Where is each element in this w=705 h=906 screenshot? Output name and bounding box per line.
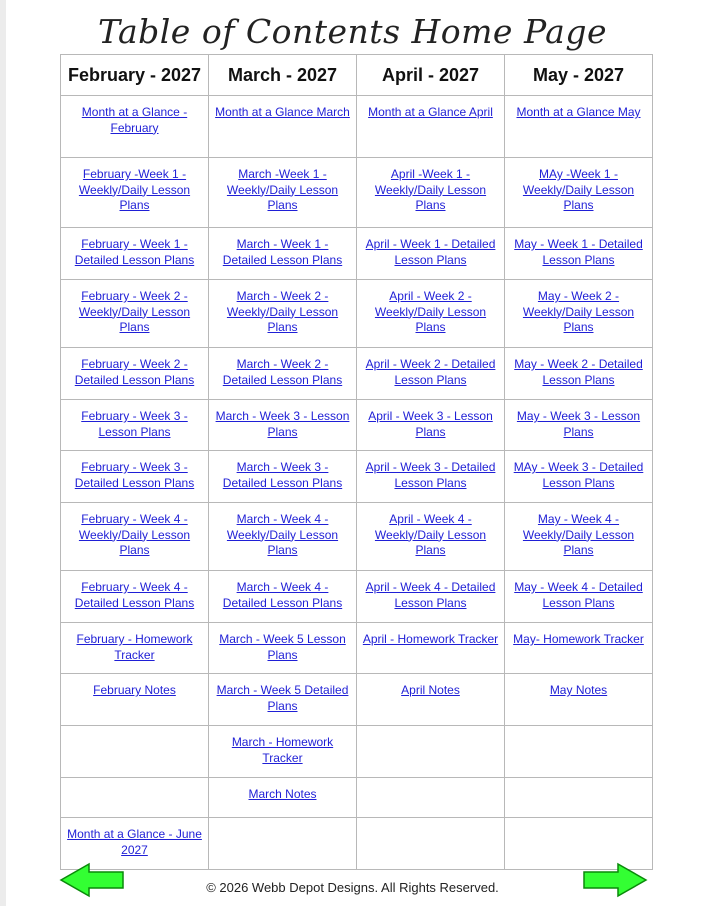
- toc-link[interactable]: March - Week 3 - Lesson Plans: [215, 409, 350, 439]
- toc-link[interactable]: February - Week 3 - Detailed Lesson Plans: [74, 460, 195, 490]
- toc-link[interactable]: April - Week 4 - Detailed Lesson Plans: [365, 580, 496, 610]
- toc-link[interactable]: April - Week 1 - Detailed Lesson Plans: [365, 237, 496, 267]
- table-row: [61, 96, 653, 158]
- table-row: [61, 451, 653, 503]
- table-row: [61, 778, 653, 818]
- table-cell: [357, 623, 505, 674]
- table-cell: [61, 778, 209, 818]
- month-header: March - 2027: [209, 55, 357, 96]
- copyright-footer: © 2026 Webb Depot Designs. All Rights Reserved.: [206, 880, 499, 895]
- table-cell: [357, 96, 505, 158]
- toc-link[interactable]: March -Week 1 - Weekly/Daily Lesson Plans: [226, 167, 339, 212]
- table-cell: [61, 623, 209, 674]
- toc-link[interactable]: May - Week 2 - Weekly/Daily Lesson Plans: [522, 289, 635, 334]
- table-cell: [505, 674, 653, 726]
- toc-link[interactable]: February - Week 3 - Lesson Plans: [81, 409, 188, 439]
- table-cell: [505, 400, 653, 451]
- toc-link[interactable]: April - Week 3 - Detailed Lesson Plans: [365, 460, 496, 490]
- table-cell: [61, 158, 209, 228]
- toc-link[interactable]: March - Homework Tracker: [231, 735, 334, 765]
- table-cell: [505, 503, 653, 571]
- toc-link[interactable]: April - Week 2 - Detailed Lesson Plans: [365, 357, 496, 387]
- table-cell: [357, 280, 505, 348]
- table-cell: [357, 348, 505, 400]
- table-cell: [61, 96, 209, 158]
- toc-link[interactable]: Month at a Glance - February: [81, 105, 188, 135]
- table-cell: [209, 726, 357, 778]
- toc-link[interactable]: February - Week 1 - Detailed Lesson Plans: [74, 237, 195, 267]
- table-cell: [61, 400, 209, 451]
- table-cell: [61, 451, 209, 503]
- toc-link[interactable]: March - Week 4 - Weekly/Daily Lesson Plans: [226, 512, 339, 557]
- table-row: [61, 503, 653, 571]
- toc-link[interactable]: MAy -Week 1 - Weekly/Daily Lesson Plans: [522, 167, 635, 212]
- table-cell: [209, 348, 357, 400]
- page-title: Table of Contents Home Page: [98, 12, 607, 51]
- table-cell: [505, 623, 653, 674]
- table-cell: [505, 228, 653, 280]
- table-row: [61, 674, 653, 726]
- toc-link[interactable]: March Notes: [248, 787, 317, 801]
- toc-link[interactable]: March - Week 2 - Detailed Lesson Plans: [222, 357, 343, 387]
- table-cell: [357, 400, 505, 451]
- toc-link[interactable]: Month at a Glance - June 2027: [67, 827, 202, 857]
- toc-link[interactable]: March - Week 5 Lesson Plans: [219, 632, 346, 662]
- table-cell: [357, 726, 505, 778]
- table-cell: [209, 451, 357, 503]
- table-row: [61, 623, 653, 674]
- toc-link[interactable]: May - Week 4 - Detailed Lesson Plans: [514, 580, 643, 610]
- toc-link[interactable]: May - Week 4 - Weekly/Daily Lesson Plans: [522, 512, 635, 557]
- toc-link[interactable]: February - Homework Tracker: [76, 632, 193, 662]
- table-cell: [209, 96, 357, 158]
- toc-link[interactable]: February -Week 1 - Weekly/Daily Lesson Plans: [78, 167, 191, 212]
- header-row: [61, 55, 653, 96]
- toc-link[interactable]: May - Week 3 - Lesson Plans: [516, 409, 641, 439]
- table-cell: [505, 778, 653, 818]
- table-cell: [505, 280, 653, 348]
- table-cell: [209, 778, 357, 818]
- table-cell: [61, 503, 209, 571]
- toc-link[interactable]: March - Week 5 Detailed Plans: [216, 683, 349, 713]
- toc-link[interactable]: April - Week 4 - Weekly/Daily Lesson Plans: [374, 512, 487, 557]
- table-row: [61, 158, 653, 228]
- page-left-edge: [0, 0, 6, 906]
- table-cell: [357, 158, 505, 228]
- table-cell: [505, 571, 653, 623]
- toc-link[interactable]: February - Week 4 - Weekly/Daily Lesson Plans: [78, 512, 191, 557]
- month-header: February - 2027: [61, 55, 209, 96]
- month-header: May - 2027: [505, 55, 653, 96]
- table-cell: [209, 158, 357, 228]
- table-cell: [209, 818, 357, 870]
- table-row: [61, 348, 653, 400]
- table-cell: [357, 778, 505, 818]
- table-cell: [505, 726, 653, 778]
- toc-link[interactable]: Month at a Glance March: [215, 105, 350, 119]
- toc-link[interactable]: May - Week 2 - Detailed Lesson Plans: [514, 357, 643, 387]
- month-header: April - 2027: [357, 55, 505, 96]
- table-cell: [357, 571, 505, 623]
- toc-link[interactable]: March - Week 4 - Detailed Lesson Plans: [222, 580, 343, 610]
- toc-link[interactable]: May - Week 1 - Detailed Lesson Plans: [514, 237, 643, 267]
- table-cell: [209, 503, 357, 571]
- table-row: [61, 228, 653, 280]
- toc-table: [60, 54, 653, 870]
- toc-link[interactable]: Month at a Glance April: [368, 105, 493, 119]
- toc-link[interactable]: March - Week 1 - Detailed Lesson Plans: [222, 237, 343, 267]
- table-cell: [209, 280, 357, 348]
- table-cell: [209, 400, 357, 451]
- toc-link[interactable]: February Notes: [93, 683, 176, 697]
- toc-link[interactable]: March - Week 3 - Detailed Lesson Plans: [222, 460, 343, 490]
- toc-link[interactable]: April - Week 2 - Weekly/Daily Lesson Plans: [374, 289, 487, 334]
- table-cell: [357, 228, 505, 280]
- table-cell: [357, 503, 505, 571]
- table-cell: [61, 674, 209, 726]
- table-cell: [209, 228, 357, 280]
- table-cell: [357, 674, 505, 726]
- next-page-arrow-icon[interactable]: [582, 862, 648, 898]
- table-cell: [209, 571, 357, 623]
- toc-link[interactable]: March - Week 2 - Weekly/Daily Lesson Plans: [226, 289, 339, 334]
- table-row: [61, 571, 653, 623]
- table-cell: [61, 280, 209, 348]
- toc-body: [61, 96, 653, 870]
- table-row: [61, 400, 653, 451]
- table-cell: [61, 228, 209, 280]
- table-cell: [357, 818, 505, 870]
- toc-link[interactable]: May- Homework Tracker: [513, 632, 644, 646]
- table-cell: [61, 571, 209, 623]
- table-cell: [61, 348, 209, 400]
- table-cell: [357, 451, 505, 503]
- toc-link[interactable]: April - Homework Tracker: [362, 632, 499, 646]
- table-cell: [61, 726, 209, 778]
- table-cell: [505, 451, 653, 503]
- toc-link[interactable]: April -Week 1 - Weekly/Daily Lesson Plans: [374, 167, 487, 212]
- table-cell: [505, 348, 653, 400]
- toc-link[interactable]: April Notes: [401, 683, 460, 697]
- toc-link[interactable]: MAy - Week 3 - Detailed Lesson Plans: [513, 460, 644, 490]
- table-row: [61, 726, 653, 778]
- toc-link[interactable]: Month at a Glance May: [516, 105, 641, 119]
- table-cell: [209, 674, 357, 726]
- table-cell: [505, 96, 653, 158]
- table-cell: [209, 623, 357, 674]
- table-cell: [505, 158, 653, 228]
- table-row: [61, 280, 653, 348]
- toc-link[interactable]: April - Week 3 - Lesson Plans: [368, 409, 493, 439]
- toc-link[interactable]: February - Week 2 - Weekly/Daily Lesson Plans: [78, 289, 191, 334]
- toc-link[interactable]: February - Week 4 - Detailed Lesson Plans: [74, 580, 195, 610]
- toc-link[interactable]: May Notes: [549, 683, 608, 697]
- toc-link[interactable]: February - Week 2 - Detailed Lesson Plans: [74, 357, 195, 387]
- table-row: [61, 818, 653, 870]
